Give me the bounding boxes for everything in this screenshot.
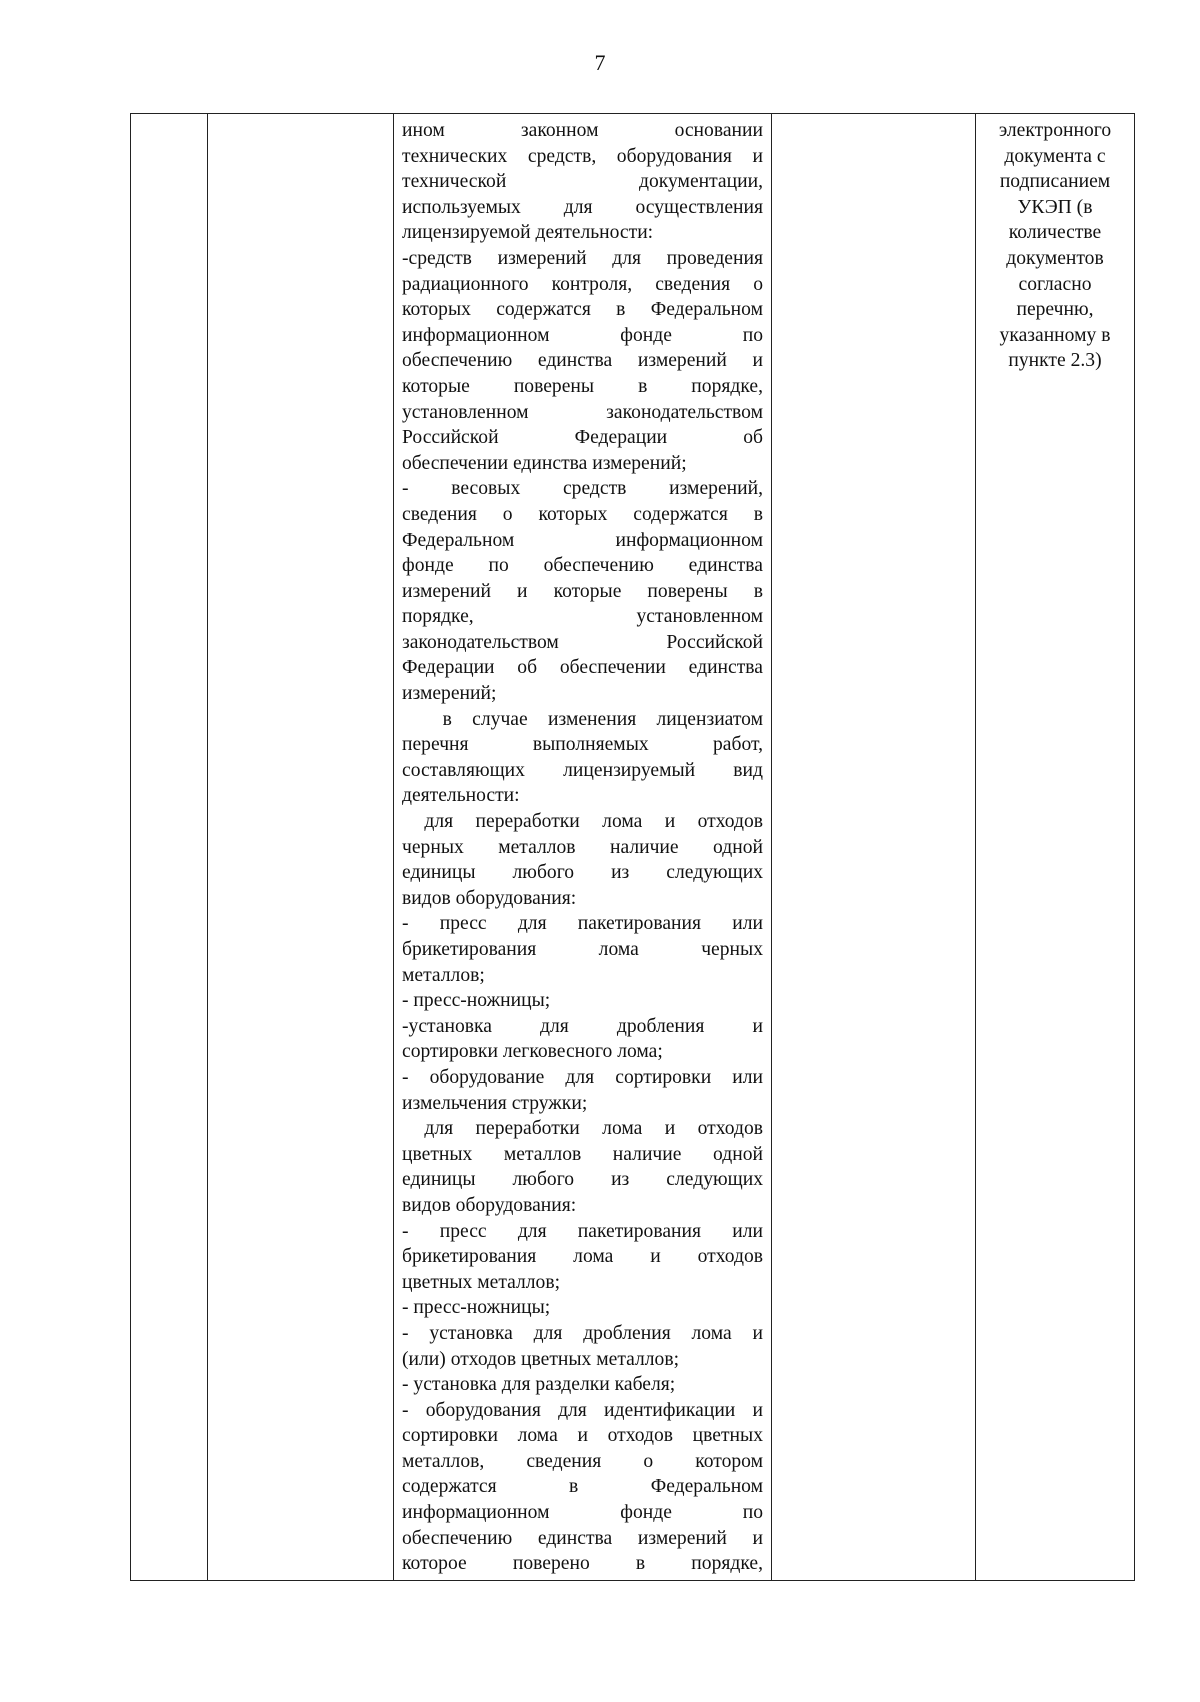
table-cell-form (976, 114, 1135, 1581)
requirements-line: Федерации об обеспечении единства (402, 657, 763, 679)
requirements-line: обеспечению единства измерений и (402, 1527, 763, 1549)
requirements-line: сведения о которых содержатся в (402, 503, 763, 525)
requirements-line: - пресс-ножницы; (402, 1297, 551, 1319)
requirements-line: сортировки лома и отходов цветных (402, 1425, 763, 1447)
requirements-line: составляющих лицензируемый вид (402, 759, 763, 781)
requirements-line: деятельности: (402, 785, 520, 807)
document-form-text (976, 114, 1134, 374)
document-form-line: пункте 2.3) (1008, 350, 1102, 372)
document-form-line: документов (1006, 247, 1104, 269)
requirements-line: в случае изменения лицензиатом (402, 708, 764, 730)
requirements-line: технической документации, (402, 171, 763, 193)
requirements-line: содержатся в Федеральном (402, 1476, 763, 1498)
requirements-line: для переработки лома и отходов (402, 811, 763, 833)
requirements-line: видов оборудования: (402, 887, 577, 909)
requirements-line: радиационного контроля, сведения о (402, 273, 763, 295)
table-cell-number (131, 114, 208, 1581)
requirements-line: Федеральном информационном (402, 529, 763, 551)
requirements-line: цветных металлов наличие одной (402, 1143, 763, 1165)
requirements-line: - пресс для пакетирования или (402, 1220, 763, 1242)
requirements-line: сортировки легковесного лома; (402, 1041, 663, 1063)
requirements-line: - установка для разделки кабеля; (402, 1374, 676, 1396)
table-cell-name (208, 114, 394, 1581)
document-form-line: перечню, (1016, 299, 1094, 321)
requirements-line: фонде по обеспечению единства (402, 555, 763, 577)
requirements-line: - оборудование для сортировки или (402, 1066, 763, 1088)
requirements-line: черных металлов наличие одной (402, 836, 763, 858)
requirements-line: ином законном основании (402, 120, 763, 141)
table-cell-requirements (394, 114, 772, 1581)
requirements-line: - оборудования для идентификации и (402, 1399, 763, 1421)
requirements-line: -установка для дробления и (402, 1015, 763, 1037)
requirements-line: -средств измерений для проведения (402, 247, 763, 269)
requirements-line: технических средств, оборудования и (402, 145, 763, 167)
requirements-line: которое поверено в порядке, (402, 1553, 763, 1575)
requirements-text (402, 118, 763, 1577)
document-form-line: согласно (1018, 273, 1092, 295)
requirements-line: обеспечению единства измерений и (402, 350, 763, 372)
requirements-line: перечня выполняемых работ, (402, 734, 763, 756)
requirements-line: порядке, установленном (402, 606, 763, 628)
document-form-line: количестве (1008, 222, 1102, 244)
requirements-line: металлов, сведения о котором (402, 1450, 763, 1472)
requirements-line: используемых для осуществления (402, 196, 763, 218)
requirements-line: которых содержатся в Федеральном (402, 299, 763, 321)
requirements-line: измерений и которые поверены в (402, 580, 763, 602)
requirements-line: лицензируемой деятельности: (402, 222, 654, 244)
requirements-line: - пресс для пакетирования или (402, 913, 763, 935)
document-form-line: УКЭП (в (1017, 196, 1093, 218)
requirements-line: информационном фонде по (402, 1502, 763, 1524)
document-form-line: электронного (998, 120, 1112, 141)
requirements-line: законодательством Российской (402, 631, 763, 653)
table-row (131, 114, 1135, 1581)
requirements-line: цветных металлов; (402, 1271, 561, 1293)
requirements-line: измерений; (402, 683, 497, 705)
requirements-line: информационном фонде по (402, 324, 763, 346)
requirements-line: металлов; (402, 964, 485, 986)
document-form-line: указанному в (999, 324, 1111, 346)
page-number: 7 (594, 50, 606, 75)
requirements-line: брикетирования лома черных (402, 939, 763, 960)
requirements-line: измельчения стружки; (402, 1092, 588, 1114)
requirements-line: обеспечении единства измерений; (402, 452, 687, 474)
requirements-line: - весовых средств измерений, (402, 478, 763, 500)
requirements-line: брикетирования лома и отходов (402, 1246, 763, 1268)
document-table (130, 113, 1135, 1581)
requirements-line: установленном законодательством (402, 401, 763, 423)
requirements-line: - установка для дробления лома и (402, 1322, 763, 1344)
requirements-line: Российской Федерации об (402, 427, 763, 449)
requirements-line: (или) отходов цветных металлов; (402, 1348, 680, 1370)
requirements-line: для переработки лома и отходов (402, 1118, 763, 1140)
table-cell-empty (772, 114, 976, 1581)
requirements-line: видов оборудования: (402, 1194, 577, 1216)
document-form-line: документа с (1004, 145, 1106, 167)
document-form-line: подписанием (999, 171, 1111, 193)
requirements-line: которые поверены в порядке, (402, 375, 763, 397)
requirements-line: единицы любого из следующих (402, 1169, 763, 1191)
requirements-line: - пресс-ножницы; (402, 990, 551, 1012)
requirements-line: единицы любого из следующих (402, 862, 763, 884)
